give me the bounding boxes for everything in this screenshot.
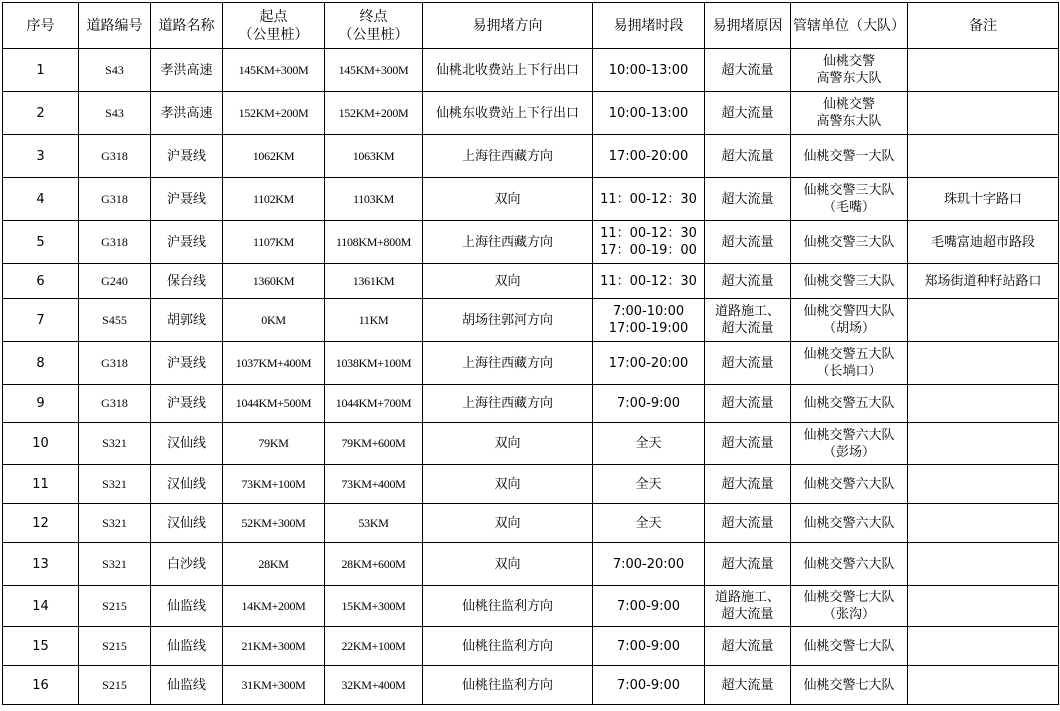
cell-reason-line: 超大流量 (721, 677, 774, 693)
header-row (3, 3, 1059, 49)
header-end (325, 3, 423, 49)
cell-reason-line: 超大流量 (721, 234, 774, 250)
cell-period (593, 299, 705, 342)
cell-end: 32KM+400M (325, 666, 423, 705)
header-text: 易拥堵原因 (712, 17, 783, 34)
cell-end: 15KM+300M (325, 586, 423, 627)
table-row (3, 465, 1059, 504)
cell-start: 31KM+300M (223, 666, 325, 705)
table-row (3, 423, 1059, 465)
cell-end: 11KM (325, 299, 423, 342)
cell-seq: 2 (3, 92, 79, 135)
cell-road-name: 沪聂线 (151, 135, 223, 178)
cell-unit-line: 仙桃交警 (822, 97, 875, 112)
cell-road-code: S43 (79, 49, 151, 92)
cell-reason-line: 超大流量 (721, 321, 774, 336)
table-row (3, 178, 1059, 221)
cell-reason (705, 49, 791, 92)
header-period (593, 3, 705, 49)
cell-road-code: G318 (79, 342, 151, 385)
cell-reason (705, 92, 791, 135)
cell-seq: 9 (3, 385, 79, 423)
cell-start: 0KM (223, 299, 325, 342)
cell-end: 1038KM+100M (325, 342, 423, 385)
cell-note (908, 504, 1059, 543)
cell-road-name: 沪聂线 (151, 385, 223, 423)
cell-direction: 上海往西藏方向 (423, 342, 593, 385)
cell-unit-line: 仙桃交警一大队 (803, 148, 895, 164)
table-row (3, 342, 1059, 385)
cell-note: 珠玑十字路口 (908, 178, 1059, 221)
cell-unit (791, 543, 908, 586)
cell-road-code: S321 (79, 423, 151, 465)
cell-unit-line: 仙桃交警七大队 (803, 638, 895, 654)
cell-direction: 双向 (423, 178, 593, 221)
cell-period-line: 7:00-9:00 (616, 396, 681, 411)
header-text: （公里桩） (238, 26, 309, 43)
cell-road-code: S43 (79, 92, 151, 135)
cell-period (593, 342, 705, 385)
cell-road-name: 仙监线 (151, 627, 223, 666)
cell-seq: 3 (3, 135, 79, 178)
cell-end: 1108KM+800M (325, 221, 423, 264)
table-row (3, 385, 1059, 423)
cell-reason-line: 道路施工、 (714, 304, 780, 319)
cell-reason-line: 超大流量 (721, 273, 774, 289)
cell-seq: 10 (3, 423, 79, 465)
cell-road-name: 沪聂线 (151, 221, 223, 264)
cell-period-line: 11：00-12：30 (600, 273, 697, 289)
cell-unit (791, 465, 908, 504)
cell-road-name: 汉仙线 (151, 465, 223, 504)
header-text: 道路名称 (158, 17, 215, 34)
cell-road-name: 孝洪高速 (151, 49, 223, 92)
cell-unit-line: 仙桃交警三大队 (803, 273, 895, 289)
cell-reason-line: 超大流量 (721, 62, 774, 78)
cell-end: 1103KM (325, 178, 423, 221)
cell-unit-line: 仙桃交警六大队 (803, 427, 895, 443)
cell-direction: 双向 (423, 264, 593, 299)
header-text: 道路编号 (86, 17, 143, 34)
cell-start: 1360KM (223, 264, 325, 299)
table-row (3, 543, 1059, 586)
cell-period-line: 17:00-20:00 (608, 355, 689, 371)
cell-reason (705, 465, 791, 504)
cell-road-code: S321 (79, 543, 151, 586)
cell-unit-line: 仙桃交警七大队 (803, 677, 895, 693)
cell-period (593, 504, 705, 543)
cell-end: 22KM+100M (325, 627, 423, 666)
cell-unit-line: （张沟） (822, 607, 875, 622)
cell-period (593, 423, 705, 465)
cell-reason (705, 385, 791, 423)
cell-period (593, 385, 705, 423)
cell-road-code: S215 (79, 666, 151, 705)
cell-period-line: 7:00-9:00 (616, 598, 681, 614)
cell-period-line: 全天 (635, 476, 662, 492)
cell-note (908, 627, 1059, 666)
cell-road-code: S215 (79, 586, 151, 627)
cell-road-code: G318 (79, 135, 151, 178)
header-note (908, 3, 1059, 49)
cell-reason (705, 178, 791, 221)
cell-start: 14KM+200M (223, 586, 325, 627)
cell-end: 1044KM+700M (325, 385, 423, 423)
header-text: 终点 (359, 8, 388, 25)
cell-direction: 仙桃往监利方向 (423, 666, 593, 705)
cell-road-name: 沪聂线 (151, 342, 223, 385)
cell-start: 28KM (223, 543, 325, 586)
cell-period-line: 7:00-9:00 (616, 638, 681, 654)
header-unit (791, 3, 908, 49)
cell-direction: 上海往西藏方向 (423, 385, 593, 423)
header-reason (705, 3, 791, 49)
cell-period (593, 543, 705, 586)
cell-reason-line: 超大流量 (721, 607, 774, 622)
cell-start: 52KM+300M (223, 504, 325, 543)
cell-period (593, 586, 705, 627)
cell-road-code: G318 (79, 385, 151, 423)
table-row (3, 264, 1059, 299)
cell-unit-line: 仙桃交警五大队 (803, 347, 895, 362)
cell-start: 73KM+100M (223, 465, 325, 504)
cell-direction: 仙桃北收费站上下行出口 (423, 49, 593, 92)
cell-direction: 仙桃往监利方向 (423, 627, 593, 666)
cell-period (593, 92, 705, 135)
cell-reason-line: 超大流量 (721, 355, 774, 371)
cell-start: 145KM+300M (223, 49, 325, 92)
cell-seq: 1 (3, 49, 79, 92)
cell-unit (791, 666, 908, 705)
cell-period (593, 135, 705, 178)
cell-unit-line: 仙桃交警七大队 (803, 590, 895, 605)
cell-unit-line: 高警东大队 (816, 71, 882, 86)
header-road-code (79, 3, 151, 49)
cell-road-code: G240 (79, 264, 151, 299)
cell-unit-line: （胡场） (822, 321, 875, 336)
cell-unit (791, 504, 908, 543)
header-text: 管辖单位（大队） (793, 17, 905, 34)
cell-reason (705, 423, 791, 465)
cell-unit-line: （毛嘴） (822, 200, 875, 215)
cell-seq: 6 (3, 264, 79, 299)
cell-unit-line: 仙桃交警六大队 (803, 556, 895, 572)
header-text: 易拥堵时段 (613, 17, 684, 34)
cell-seq: 16 (3, 666, 79, 705)
cell-reason (705, 627, 791, 666)
table-row (3, 627, 1059, 666)
cell-note (908, 299, 1059, 342)
cell-end: 1361KM (325, 264, 423, 299)
cell-end: 73KM+400M (325, 465, 423, 504)
cell-reason-line: 超大流量 (721, 436, 774, 451)
header-text: 起点 (259, 8, 288, 25)
header-seq (3, 3, 79, 49)
cell-end: 53KM (325, 504, 423, 543)
cell-note: 郑场街道种籽站路口 (908, 264, 1059, 299)
cell-seq: 8 (3, 342, 79, 385)
cell-road-code: S321 (79, 465, 151, 504)
cell-road-name: 胡郭线 (151, 299, 223, 342)
cell-direction: 上海往西藏方向 (423, 221, 593, 264)
cell-direction: 双向 (423, 465, 593, 504)
cell-note (908, 92, 1059, 135)
cell-period-line: 全天 (635, 436, 662, 451)
cell-seq: 11 (3, 465, 79, 504)
cell-start: 1044KM+500M (223, 385, 325, 423)
cell-reason-line: 超大流量 (721, 396, 774, 411)
table-row (3, 49, 1059, 92)
cell-direction: 双向 (423, 543, 593, 586)
cell-road-name: 仙监线 (151, 666, 223, 705)
cell-seq: 14 (3, 586, 79, 627)
cell-unit (791, 586, 908, 627)
cell-unit (791, 178, 908, 221)
table-row (3, 666, 1059, 705)
cell-seq: 4 (3, 178, 79, 221)
cell-reason (705, 543, 791, 586)
cell-start: 21KM+300M (223, 627, 325, 666)
cell-unit-line: 仙桃交警四大队 (803, 304, 895, 319)
cell-end: 152KM+200M (325, 92, 423, 135)
cell-reason-line: 道路施工、 (714, 590, 780, 605)
cell-period (593, 666, 705, 705)
cell-unit-line: 仙桃交警 (822, 54, 875, 69)
cell-road-code: G318 (79, 178, 151, 221)
cell-seq: 13 (3, 543, 79, 586)
cell-reason-line: 超大流量 (721, 105, 774, 121)
table-row (3, 299, 1059, 342)
cell-road-name: 仙监线 (151, 586, 223, 627)
cell-road-name: 保台线 (151, 264, 223, 299)
cell-reason (705, 264, 791, 299)
cell-seq: 7 (3, 299, 79, 342)
cell-reason-line: 超大流量 (721, 556, 774, 572)
cell-unit-line: 仙桃交警三大队 (803, 183, 895, 198)
cell-note (908, 49, 1059, 92)
cell-seq: 12 (3, 504, 79, 543)
cell-period-line: 11：00-12：30 (600, 191, 697, 207)
cell-reason (705, 666, 791, 705)
header-road-name (151, 3, 223, 49)
cell-reason (705, 135, 791, 178)
cell-period (593, 49, 705, 92)
cell-direction: 双向 (423, 423, 593, 465)
table-row (3, 135, 1059, 178)
header-text: （公里桩） (338, 26, 409, 43)
cell-end: 1063KM (325, 135, 423, 178)
cell-unit (791, 221, 908, 264)
table-body (3, 49, 1059, 705)
table-row (3, 92, 1059, 135)
cell-road-name: 白沙线 (151, 543, 223, 586)
cell-reason (705, 299, 791, 342)
cell-note (908, 385, 1059, 423)
cell-start: 152KM+200M (223, 92, 325, 135)
cell-road-name: 孝洪高速 (151, 92, 223, 135)
cell-period-line: 17:00-20:00 (608, 148, 689, 164)
cell-unit (791, 49, 908, 92)
cell-unit-line: （长埫口） (816, 364, 882, 379)
cell-reason-line: 超大流量 (721, 148, 774, 164)
cell-unit (791, 264, 908, 299)
cell-reason (705, 504, 791, 543)
cell-reason-line: 超大流量 (721, 515, 774, 531)
cell-road-code: S321 (79, 504, 151, 543)
cell-road-name: 汉仙线 (151, 423, 223, 465)
cell-start: 1037KM+400M (223, 342, 325, 385)
cell-unit (791, 423, 908, 465)
cell-unit (791, 385, 908, 423)
cell-reason-line: 超大流量 (721, 638, 774, 654)
cell-road-name: 沪聂线 (151, 178, 223, 221)
cell-unit-line: 仙桃交警五大队 (803, 396, 895, 411)
cell-note (908, 135, 1059, 178)
cell-period-line: 17:00-19:00 (608, 321, 689, 336)
cell-period-line: 11：00-12：30 (600, 226, 697, 241)
cell-unit (791, 135, 908, 178)
header-text: 序号 (26, 17, 55, 34)
cell-unit-line: 仙桃交警六大队 (803, 476, 895, 492)
cell-period (593, 627, 705, 666)
cell-period-line: 17：00-19：00 (600, 243, 697, 258)
cell-note: 毛嘴富迪超市路段 (908, 221, 1059, 264)
cell-note (908, 342, 1059, 385)
cell-unit (791, 627, 908, 666)
cell-unit-line: 仙桃交警三大队 (803, 234, 895, 250)
cell-period (593, 264, 705, 299)
cell-period-line: 7:00-9:00 (616, 677, 681, 693)
cell-start: 1102KM (223, 178, 325, 221)
cell-note (908, 666, 1059, 705)
cell-note (908, 465, 1059, 504)
cell-period-line: 10:00-13:00 (608, 105, 689, 121)
cell-period (593, 178, 705, 221)
table-row (3, 221, 1059, 264)
cell-start: 79KM (223, 423, 325, 465)
cell-period (593, 465, 705, 504)
header-direction (423, 3, 593, 49)
cell-reason-line: 超大流量 (721, 191, 774, 207)
cell-reason-line: 超大流量 (721, 476, 774, 492)
header-text: 易拥堵方向 (472, 17, 543, 34)
cell-period-line: 7:00-20:00 (612, 556, 685, 572)
cell-road-name: 汉仙线 (151, 504, 223, 543)
cell-note (908, 423, 1059, 465)
cell-period-line: 10:00-13:00 (608, 62, 689, 78)
cell-direction: 仙桃往监利方向 (423, 586, 593, 627)
cell-note (908, 586, 1059, 627)
cell-end: 79KM+600M (325, 423, 423, 465)
table-row (3, 504, 1059, 543)
cell-road-code: G318 (79, 221, 151, 264)
cell-end: 28KM+600M (325, 543, 423, 586)
congestion-table (2, 2, 1059, 705)
cell-direction: 上海往西藏方向 (423, 135, 593, 178)
cell-seq: 15 (3, 627, 79, 666)
cell-unit-line: 仙桃交警六大队 (803, 515, 895, 531)
cell-unit-line: 高警东大队 (816, 114, 882, 129)
cell-note (908, 543, 1059, 586)
cell-unit (791, 92, 908, 135)
cell-period (593, 221, 705, 264)
cell-unit (791, 299, 908, 342)
cell-road-code: S215 (79, 627, 151, 666)
cell-unit-line: （彭场） (822, 444, 875, 460)
cell-direction: 双向 (423, 504, 593, 543)
table-row (3, 586, 1059, 627)
cell-period-line: 全天 (635, 515, 662, 531)
cell-road-code: S455 (79, 299, 151, 342)
header-start (223, 3, 325, 49)
cell-unit (791, 342, 908, 385)
cell-end: 145KM+300M (325, 49, 423, 92)
cell-start: 1107KM (223, 221, 325, 264)
cell-start: 1062KM (223, 135, 325, 178)
cell-seq: 5 (3, 221, 79, 264)
header-text: 备注 (969, 17, 997, 34)
cell-direction: 仙桃东收费站上下行出口 (423, 92, 593, 135)
cell-period-line: 7:00-10:00 (612, 304, 685, 319)
cell-reason (705, 342, 791, 385)
cell-reason (705, 586, 791, 627)
cell-reason (705, 221, 791, 264)
cell-direction: 胡场往郭河方向 (423, 299, 593, 342)
